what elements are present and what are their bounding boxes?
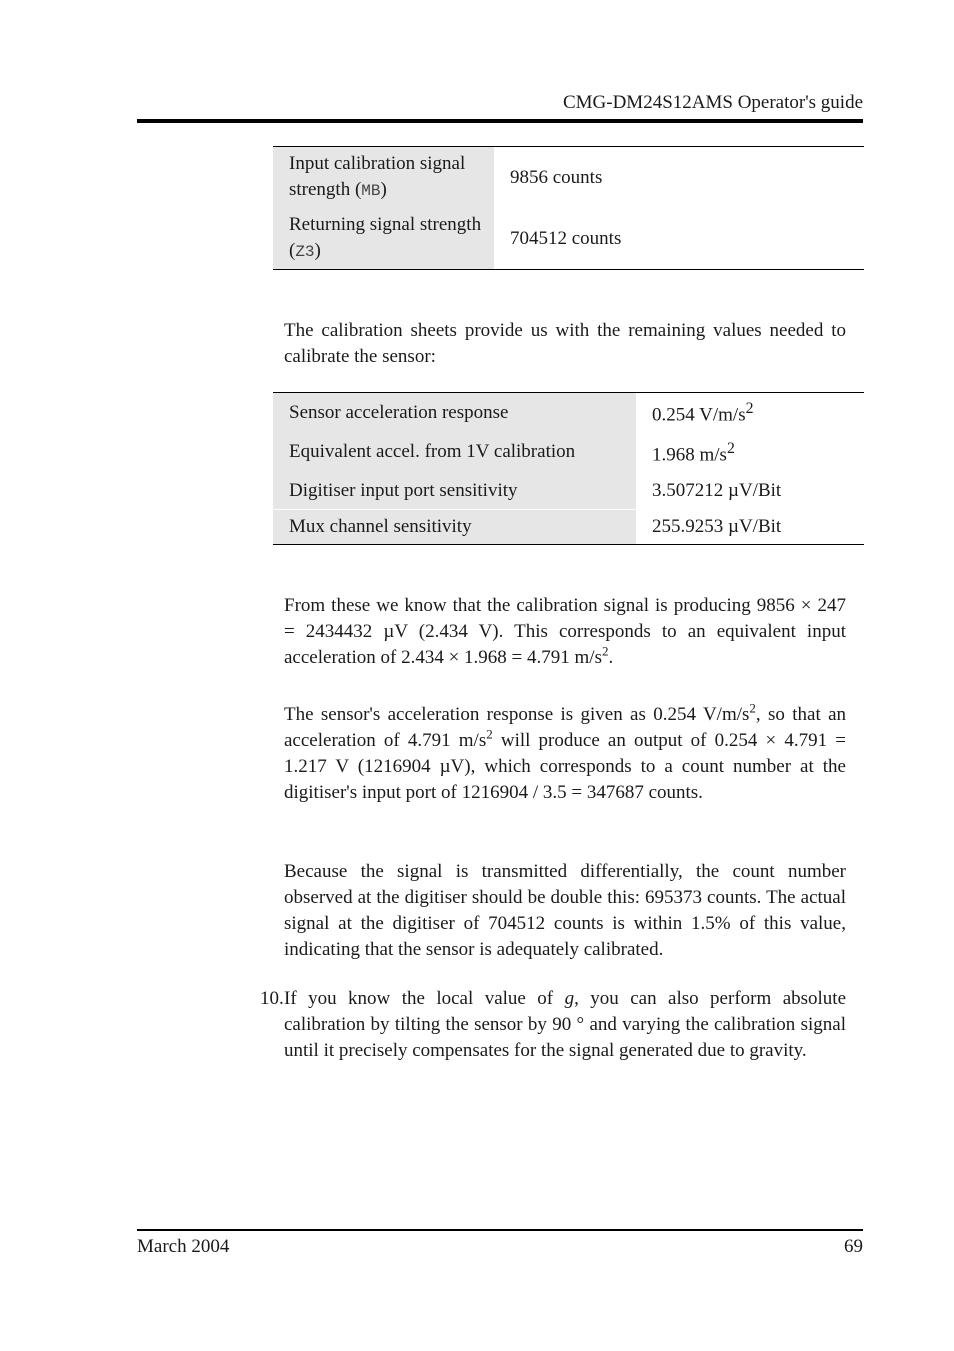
table-row: [273, 147, 864, 209]
table-label-cell: Digitiser input port sensitivity: [273, 472, 636, 510]
footer-date: March 2004: [137, 1236, 230, 1257]
table-value-cell: 0.254 $V/m/s^2$: [652, 400, 754, 426]
page-header-title: CMG-DM24S12AMS Operator's guide: [562, 92, 863, 113]
table-row: [273, 510, 864, 545]
table-label-cell: Sensor acceleration response: [273, 393, 636, 433]
intro-paragraph: The calibration sheets provide us with the remaining values needed to calibrate the sensor:: [284, 320, 846, 367]
list-item: If you know the local value of g, you can also perform absolute calibration by tilting the sensor by 90 ° and varying the calibration signal until it precisely compensates for the signal generated due to gravity.: [284, 988, 847, 1061]
table-value-cell: 9856 counts: [510, 166, 603, 188]
table-row: [273, 208, 864, 270]
header-rule: [137, 119, 863, 123]
table-row: [273, 432, 864, 472]
code-z3: Z3: [295, 243, 315, 261]
table-value-cell: 255.9253 µV/Bit: [636, 510, 864, 545]
table-label-cell: Input calibration signal strength (MB): [273, 147, 494, 209]
page-number: 69: [844, 1236, 863, 1257]
table-value-cell: 1.968 $m/s^2$: [652, 439, 735, 466]
calibration-signal-paragraph: From these we know that the calibration signal is producing 9856 × 247 = 2434432 µV (2.434 V). This corresponds to an equivalent input acceleration of 2.434 × 1.968 = 4.791 $m/s^2$.: [284, 595, 846, 668]
table-label-cell: Mux channel sensitivity: [273, 510, 636, 545]
table-row: [273, 393, 864, 433]
code-mb: MB: [361, 182, 381, 200]
footer-rule: [137, 1229, 863, 1231]
differential-signal-paragraph: Because the signal is transmitted differentially, the count number observed at the digitiser should be double this: 695373 counts. The actual signal at the digitiser of 704512 counts is within 1.5% of this value, indicating that the sensor is adequately calibrated.: [284, 861, 846, 960]
acceleration-response-paragraph: The sensor's acceleration response is given as 0.254 $V/m/s^2$, so that an acceleration of 4.791 $m/s^2$ will produce an output of 0.254 × 4.791 = 1.217 V (1216904 µV), which corresponds to a count number at the digitiser's input port of 1216904 / 3.5 = 347687 counts.: [284, 700, 846, 803]
signal-strength-table: [273, 146, 864, 270]
calibration-values-table: [273, 392, 864, 545]
table-label-cell: Returning signal strength (Z3): [273, 208, 494, 270]
table-value-cell: 704512 counts: [510, 227, 622, 249]
list-item-number: 10.: [260, 988, 284, 1009]
table-row: [273, 472, 864, 510]
gravity-symbol: g: [564, 988, 575, 1009]
table-label-cell: Equivalent accel. from 1V calibration: [273, 432, 636, 472]
table-value-cell: 3.507212 µV/Bit: [652, 479, 782, 501]
